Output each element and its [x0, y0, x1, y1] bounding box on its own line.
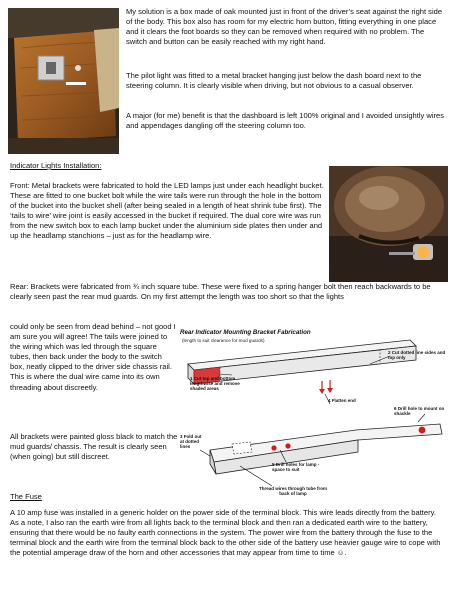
paragraph-brackets-painted: All brackets were painted gloss black to match the mud guards/ chassis. The result is clearly seen (when going) but still discreet.	[10, 432, 178, 462]
diagram-label-4: 4 Flatten end	[328, 398, 356, 403]
diagram-label-7: Thread wires through tube from back of lamp	[258, 486, 327, 497]
heading-fuse: The Fuse	[10, 492, 42, 501]
diagram-subtitle: (length to suit clearance for mud guards)	[182, 338, 265, 343]
paragraph-front: Front: Metal brackets were fabricated to hold the LED lamps just under each headlight bucket. These are fitted to one bucket bolt while the wire tails were run through the hole in the bottom of the bucket into the bucket shell (after being sealed in a length of heat shrink tube first). The ‘tails to wire’ wire joint is easily accessed in the bucket if required. The dual core wire was run from the new switch box to each lamp bucket under the aluminium side plates then under and up the headlamp stanchions – just as for the headlamp wire.	[10, 181, 324, 241]
heading-indicator-lights: Indicator Lights Installation:	[10, 161, 102, 170]
diagram-label-2: 2 Cut dotted line sides and top only	[388, 350, 446, 361]
diagram-label-1: 1 Cut top and bottom lengthwise and remove shaded areas	[190, 376, 240, 392]
paragraph-benefit: A major (for me) benefit is that the dashboard is left 100% original and I avoided unsightly wires and appendages dangling off the steering column too.	[126, 111, 444, 131]
diagram-label-6: 6 Drill hole to mount on shackle	[394, 406, 445, 417]
photo-switch-box	[8, 8, 119, 154]
paragraph-pilot-light: The pilot light was fitted to a metal bracket hanging just below the dash board next to the steering column. It is clearly visible when driving, but not obvious to a casual observer.	[126, 71, 422, 91]
paragraph-rear-top: Rear: Brackets were fabricated from ¾ inch square tube. These were fixed to a spring hanger bolt then reach backwards to be clearly seen past the rear mud guards. On my first attempt the length was too short so that the lights	[10, 282, 431, 302]
paragraph-intro: My solution is a box made of oak mounted just in front of the driver’s seat against the right side of the body. This box also has room for my electric horn button, fitting everything in one place and it clears the foot boards so they can be removed when required with no problem. The switch and button can be easily reached with my right hand.	[126, 7, 443, 47]
paragraph-fuse: A 10 amp fuse was installed in a generic holder on the power side of the terminal block. This wire leads directly from the battery. As a note, I also ran the earth wire from all lights back to the terminal block and then ran a dedicated earth wire to the battery, ensuring that there would be no faulty earth connections in the system. The power wire from the battery through the fuse to the terminal block and the earth wire from the terminal block back to the other side of the battery use heavier gauge wire to cope with the potential amperage draw of the horn and other accessories that may appear from time to time ☺.	[10, 508, 441, 558]
diagram-rear-bracket	[180, 326, 446, 504]
paragraph-rear-left: could only be seen from dead behind – not good I am sure you will agree! The tails were joined to the wiring which was led through the square tubes, then back under the body to the switch box, neatly clipped to the driver side chassis rail. This is where the dual wire came into its own threading about discreetly.	[10, 322, 176, 392]
diagram-label-5: 5 Drill holes for lamp - space to suit	[272, 462, 320, 473]
diagram-label-3: 3 Fold out at dotted lines	[180, 434, 202, 450]
diagram-title: Rear Indicator Mounting Bracket Fabrication	[180, 329, 311, 336]
photo-headlamp-led	[329, 166, 448, 282]
